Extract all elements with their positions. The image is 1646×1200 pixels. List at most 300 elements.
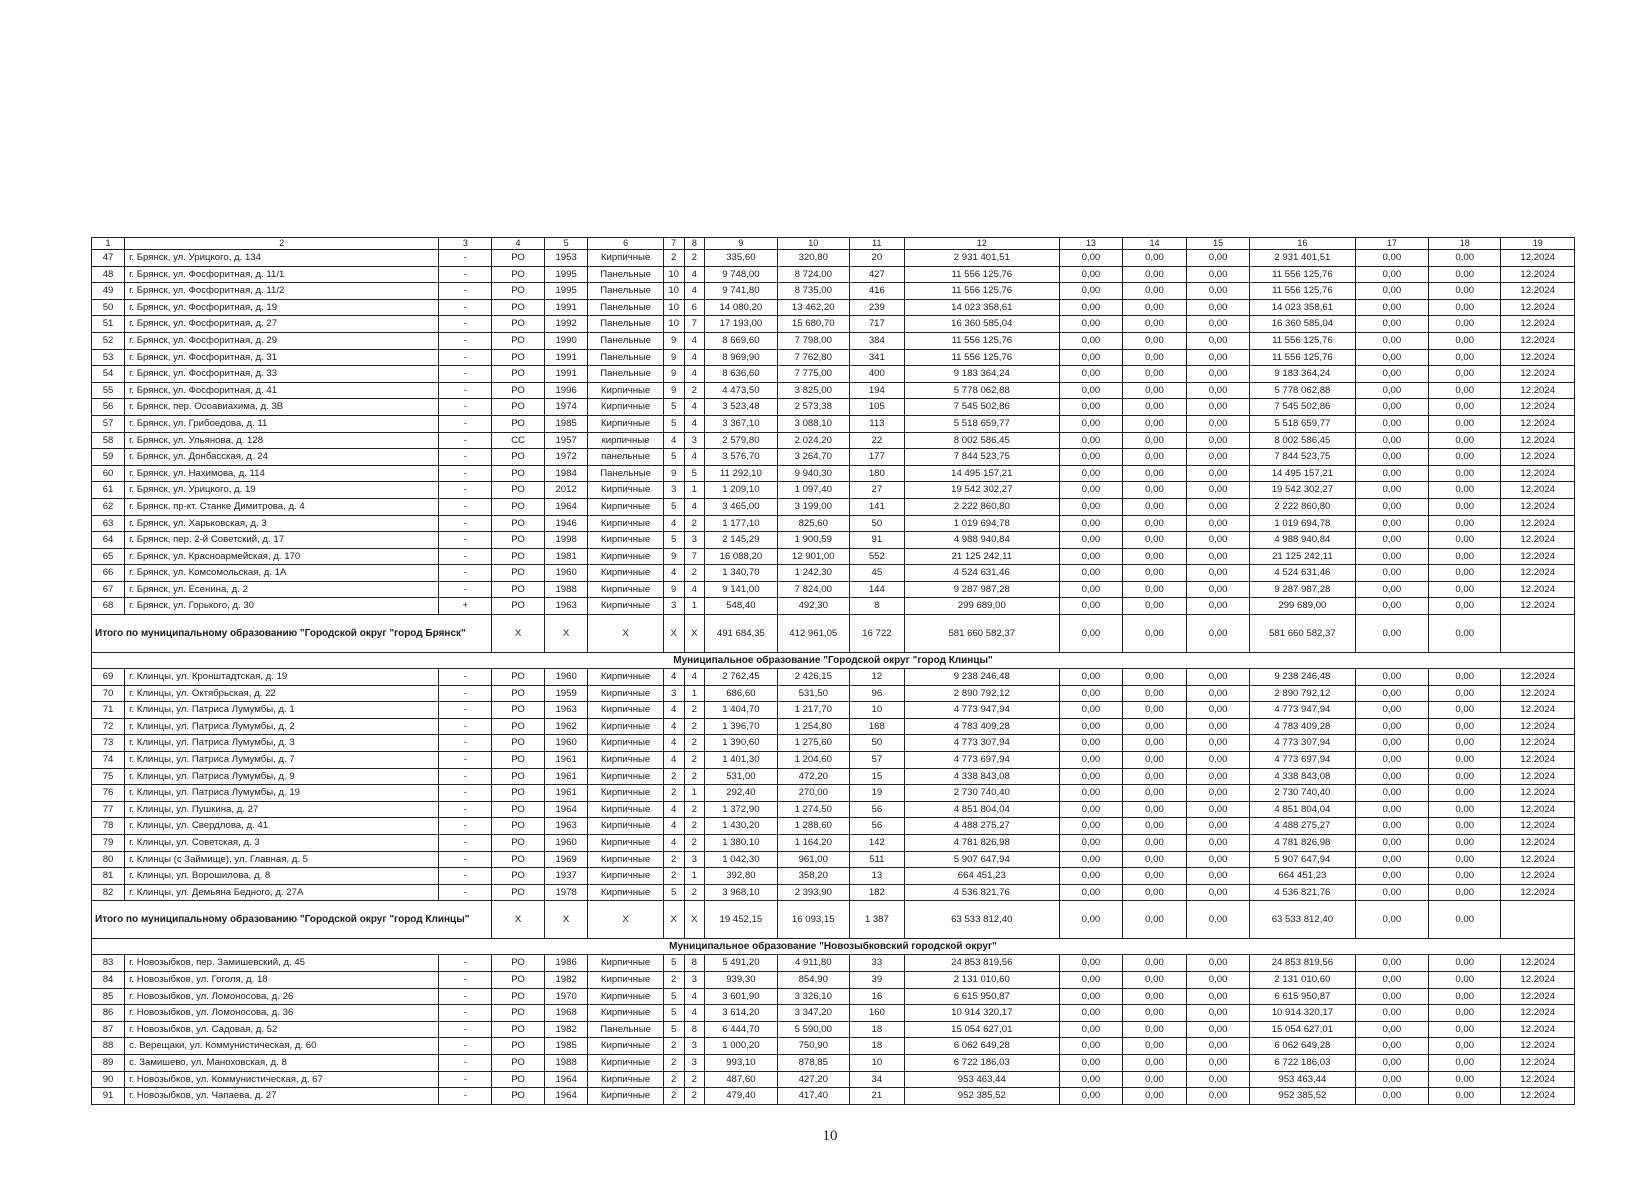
cell-c15: 0,00 [1187,565,1250,582]
row-number: 53 [92,349,125,366]
cell-year: 1996 [544,382,587,399]
cell-year: 1968 [544,1005,587,1022]
cell-year: 1985 [544,1038,587,1055]
cell-total-area: 548,40 [705,598,777,615]
cell-living-area: 878,85 [777,1054,849,1071]
cell-c17: 0,00 [1355,349,1428,366]
cell-residents: 552 [849,548,904,565]
cell-c16: 6 722 186,03 [1250,1054,1355,1071]
cell-residents: 141 [849,498,904,515]
cell-c18: 0,00 [1429,266,1501,283]
cell-entrances: 2 [684,250,705,267]
cell-entrances: 3 [684,1054,705,1071]
cell-c17: 0,00 [1355,1071,1428,1088]
total-cell-c10: 16 093,15 [777,901,849,939]
cell-c17: 0,00 [1355,1088,1428,1105]
table-row [92,299,1575,316]
cell-c3: - [439,1038,492,1055]
cell-c17: 0,00 [1355,532,1428,549]
cell-c18: 0,00 [1429,1021,1501,1038]
cell-floors: 9 [663,465,684,482]
cell-c4: РО [492,415,545,432]
cell-c15: 0,00 [1187,669,1250,686]
cell-c3: - [439,884,492,901]
total-cell-c17: 0,00 [1355,901,1428,939]
cell-c14: 0,00 [1122,669,1186,686]
cell-living-area: 531,50 [777,685,849,702]
cell-deadline: 12.2024 [1501,349,1575,366]
cell-deadline: 12.2024 [1501,884,1575,901]
address: г. Брянск, ул. Фосфоритная, д. 31 [125,349,439,366]
cell-entrances: 2 [684,565,705,582]
address: г. Брянск, ул. Донбасская, д. 24 [125,449,439,466]
cell-c4: РО [492,548,545,565]
address: г. Брянск, ул. Ульянова, д. 128 [125,432,439,449]
cell-residents: 56 [849,818,904,835]
cell-c3: - [439,382,492,399]
cell-c14: 0,00 [1122,801,1186,818]
cell-wall-material: Кирпичные [588,971,663,988]
section-heading-row [92,653,1575,669]
cell-c4: РО [492,685,545,702]
cell-wall-material: Кирпичные [588,835,663,852]
cell-c4: РО [492,735,545,752]
cell-c14: 0,00 [1122,718,1186,735]
column-number: 13 [1059,238,1122,250]
cell-c17: 0,00 [1355,818,1428,835]
cell-c13: 0,00 [1059,801,1122,818]
cell-entrances: 1 [684,482,705,499]
cell-living-area: 961,00 [777,851,849,868]
table-row [92,735,1575,752]
address: г. Брянск, ул. Урицкого, д. 19 [125,482,439,499]
cell-floors: 10 [663,283,684,300]
cell-c3: - [439,565,492,582]
cell-deadline: 12.2024 [1501,366,1575,383]
cell-deadline: 12.2024 [1501,299,1575,316]
cell-entrances: 8 [684,1021,705,1038]
cell-c3: - [439,581,492,598]
cell-year: 1992 [544,316,587,333]
cell-c14: 0,00 [1122,851,1186,868]
cell-c18: 0,00 [1429,349,1501,366]
cell-c17: 0,00 [1355,515,1428,532]
cell-wall-material: Кирпичные [588,801,663,818]
cell-c15: 0,00 [1187,465,1250,482]
cell-year: 1991 [544,299,587,316]
row-number: 59 [92,449,125,466]
cell-total-area: 17 193,00 [705,316,777,333]
row-number: 70 [92,685,125,702]
cell-entrances: 4 [684,283,705,300]
cell-c15: 0,00 [1187,432,1250,449]
cell-c18: 0,00 [1429,498,1501,515]
cell-c13: 0,00 [1059,299,1122,316]
row-number: 49 [92,283,125,300]
address: г. Брянск, ул. Фосфоритная, д. 11/2 [125,283,439,300]
cell-total-cost: 2 890 792,12 [904,685,1059,702]
cell-deadline: 12.2024 [1501,548,1575,565]
cell-c15: 0,00 [1187,332,1250,349]
column-number: 9 [705,238,777,250]
cell-entrances: 4 [684,669,705,686]
cell-c18: 0,00 [1429,785,1501,802]
cell-total-area: 8 969,90 [705,349,777,366]
cell-total-area: 993,10 [705,1054,777,1071]
cell-residents: 113 [849,415,904,432]
cell-floors: 5 [663,955,684,972]
cell-residents: 96 [849,685,904,702]
cell-entrances: 4 [684,988,705,1005]
cell-c16: 11 556 125,76 [1250,349,1355,366]
cell-living-area: 1 900,59 [777,532,849,549]
cell-c4: РО [492,702,545,719]
cell-c13: 0,00 [1059,1038,1122,1055]
cell-floors: 2 [663,971,684,988]
cell-c14: 0,00 [1122,532,1186,549]
cell-c3: - [439,299,492,316]
cell-c13: 0,00 [1059,669,1122,686]
cell-living-area: 13 462,20 [777,299,849,316]
cell-wall-material: Кирпичные [588,988,663,1005]
address: с. Верещаки, ул. Коммунистическая, д. 60 [125,1038,439,1055]
cell-c17: 0,00 [1355,801,1428,818]
cell-c3: - [439,768,492,785]
cell-deadline: 12.2024 [1501,1054,1575,1071]
cell-c15: 0,00 [1187,752,1250,769]
cell-year: 1998 [544,532,587,549]
column-number: 6 [588,238,663,250]
row-number: 57 [92,415,125,432]
cell-deadline: 12.2024 [1501,465,1575,482]
cell-deadline: 12.2024 [1501,718,1575,735]
cell-total-cost: 10 914 320,17 [904,1005,1059,1022]
cell-floors: 5 [663,449,684,466]
cell-total-cost: 19 542 302,27 [904,482,1059,499]
cell-c14: 0,00 [1122,316,1186,333]
column-number: 1 [92,238,125,250]
cell-c16: 4 783 409,28 [1250,718,1355,735]
cell-c16: 2 890 792,12 [1250,685,1355,702]
cell-entrances: 4 [684,349,705,366]
cell-total-cost: 11 556 125,76 [904,332,1059,349]
cell-c18: 0,00 [1429,299,1501,316]
cell-floors: 2 [663,868,684,885]
cell-floors: 10 [663,266,684,283]
table-row [92,702,1575,719]
cell-c3: - [439,1088,492,1105]
cell-total-cost: 6 062 649,28 [904,1038,1059,1055]
cell-residents: 180 [849,465,904,482]
cell-total-cost: 11 556 125,76 [904,266,1059,283]
cell-c13: 0,00 [1059,498,1122,515]
cell-total-area: 3 367,10 [705,415,777,432]
total-cell-c10: 412 961,05 [777,615,849,653]
cell-total-cost: 2 931 401,51 [904,250,1059,267]
cell-c3: - [439,1021,492,1038]
cell-c3: - [439,266,492,283]
cell-c15: 0,00 [1187,1021,1250,1038]
capital-repair-register-table [91,237,1575,1105]
table-row [92,366,1575,383]
cell-c16: 1 019 694,78 [1250,515,1355,532]
row-number: 66 [92,565,125,582]
cell-deadline: 12.2024 [1501,768,1575,785]
cell-c13: 0,00 [1059,349,1122,366]
column-number: 2 [125,238,439,250]
row-number: 72 [92,718,125,735]
cell-c13: 0,00 [1059,316,1122,333]
cell-c3: - [439,366,492,383]
cell-living-area: 3 326,10 [777,988,849,1005]
cell-c3: - [439,532,492,549]
cell-c13: 0,00 [1059,735,1122,752]
cell-c15: 0,00 [1187,1088,1250,1105]
cell-c15: 0,00 [1187,884,1250,901]
cell-deadline: 12.2024 [1501,316,1575,333]
cell-total-cost: 6 722 186,03 [904,1054,1059,1071]
cell-wall-material: Кирпичные [588,1071,663,1088]
cell-residents: 21 [849,1088,904,1105]
cell-c4: РО [492,532,545,549]
cell-total-cost: 4 773 307,94 [904,735,1059,752]
cell-total-area: 11 292,10 [705,465,777,482]
cell-c14: 0,00 [1122,735,1186,752]
total-cell-c5: X [544,615,587,653]
cell-floors: 10 [663,299,684,316]
cell-total-area: 5 491,20 [705,955,777,972]
cell-c16: 4 524 631,46 [1250,565,1355,582]
cell-c13: 0,00 [1059,515,1122,532]
table-row [92,884,1575,901]
cell-c18: 0,00 [1429,548,1501,565]
cell-c4: РО [492,515,545,532]
cell-total-area: 14 080,20 [705,299,777,316]
cell-floors: 2 [663,785,684,802]
cell-total-cost: 4 783 409,28 [904,718,1059,735]
cell-total-area: 1 000,20 [705,1038,777,1055]
cell-entrances: 2 [684,702,705,719]
total-cell-c7: X [663,901,684,939]
cell-c15: 0,00 [1187,581,1250,598]
cell-floors: 4 [663,702,684,719]
cell-total-area: 939,30 [705,971,777,988]
cell-residents: 13 [849,868,904,885]
cell-living-area: 750,90 [777,1038,849,1055]
cell-residents: 105 [849,399,904,416]
cell-c18: 0,00 [1429,1088,1501,1105]
cell-wall-material: кирпичные [588,432,663,449]
address: г. Клинцы, ул. Патриса Лумумбы, д. 1 [125,702,439,719]
cell-c17: 0,00 [1355,1005,1428,1022]
cell-total-area: 1 372,90 [705,801,777,818]
cell-c4: РО [492,299,545,316]
cell-residents: 57 [849,752,904,769]
cell-c3: - [439,1054,492,1071]
row-number: 90 [92,1071,125,1088]
cell-wall-material: Кирпичные [588,685,663,702]
table-row [92,415,1575,432]
cell-total-area: 4 473,50 [705,382,777,399]
cell-c3: - [439,702,492,719]
cell-living-area: 2 393,90 [777,884,849,901]
cell-wall-material: Кирпичные [588,598,663,615]
cell-year: 1974 [544,399,587,416]
cell-c13: 0,00 [1059,868,1122,885]
cell-total-area: 392,80 [705,868,777,885]
table-row [92,250,1575,267]
cell-floors: 4 [663,432,684,449]
cell-c14: 0,00 [1122,465,1186,482]
cell-c17: 0,00 [1355,548,1428,565]
page-number: 10 [822,1128,838,1144]
table-row [92,801,1575,818]
cell-entrances: 4 [684,449,705,466]
cell-year: 1961 [544,785,587,802]
cell-c17: 0,00 [1355,399,1428,416]
cell-c17: 0,00 [1355,884,1428,901]
cell-wall-material: Кирпичные [588,735,663,752]
cell-residents: 56 [849,801,904,818]
cell-year: 1984 [544,465,587,482]
column-number: 11 [849,238,904,250]
cell-c14: 0,00 [1122,366,1186,383]
cell-c16: 11 556 125,76 [1250,266,1355,283]
cell-c13: 0,00 [1059,785,1122,802]
cell-c18: 0,00 [1429,818,1501,835]
cell-c3: - [439,515,492,532]
cell-living-area: 3 347,20 [777,1005,849,1022]
cell-entrances: 7 [684,316,705,333]
row-number: 74 [92,752,125,769]
cell-total-area: 686,60 [705,685,777,702]
cell-c3: - [439,1005,492,1022]
cell-c13: 0,00 [1059,432,1122,449]
cell-residents: 239 [849,299,904,316]
cell-total-cost: 2 131 010,60 [904,971,1059,988]
cell-c3: - [439,498,492,515]
cell-wall-material: Панельные [588,299,663,316]
table-row [92,465,1575,482]
cell-c14: 0,00 [1122,498,1186,515]
table-row [92,785,1575,802]
cell-entrances: 2 [684,1071,705,1088]
cell-c13: 0,00 [1059,1021,1122,1038]
cell-c18: 0,00 [1429,988,1501,1005]
table-row [92,669,1575,686]
cell-total-cost: 11 556 125,76 [904,283,1059,300]
cell-living-area: 427,20 [777,1071,849,1088]
cell-deadline: 12.2024 [1501,988,1575,1005]
cell-total-area: 2 145,29 [705,532,777,549]
cell-wall-material: Кирпичные [588,884,663,901]
cell-wall-material: Кирпичные [588,669,663,686]
cell-deadline: 12.2024 [1501,801,1575,818]
cell-wall-material: Панельные [588,316,663,333]
cell-residents: 717 [849,316,904,333]
cell-c18: 0,00 [1429,851,1501,868]
cell-c17: 0,00 [1355,685,1428,702]
cell-wall-material: Панельные [588,1021,663,1038]
cell-c13: 0,00 [1059,548,1122,565]
cell-c14: 0,00 [1122,971,1186,988]
cell-year: 1946 [544,515,587,532]
cell-total-cost: 7 545 502,86 [904,399,1059,416]
cell-total-cost: 5 907 647,94 [904,851,1059,868]
total-cell-c12: 581 660 582,37 [904,615,1059,653]
cell-c16: 952 385,52 [1250,1088,1355,1105]
cell-c17: 0,00 [1355,432,1428,449]
cell-living-area: 1 097,40 [777,482,849,499]
cell-c15: 0,00 [1187,283,1250,300]
cell-floors: 2 [663,851,684,868]
cell-c16: 11 556 125,76 [1250,332,1355,349]
column-number: 12 [904,238,1059,250]
cell-c17: 0,00 [1355,598,1428,615]
cell-deadline: 12.2024 [1501,818,1575,835]
cell-c17: 0,00 [1355,266,1428,283]
cell-wall-material: Кирпичные [588,1038,663,1055]
cell-c4: РО [492,482,545,499]
cell-year: 1981 [544,548,587,565]
table-row [92,498,1575,515]
cell-c15: 0,00 [1187,598,1250,615]
cell-c15: 0,00 [1187,515,1250,532]
cell-c18: 0,00 [1429,465,1501,482]
cell-total-area: 479,40 [705,1088,777,1105]
total-cell-c19 [1501,901,1575,939]
address: г. Новозыбков, пер. Замишевский, д. 45 [125,955,439,972]
cell-c4: РО [492,1054,545,1071]
cell-c18: 0,00 [1429,382,1501,399]
cell-residents: 177 [849,449,904,466]
column-number: 10 [777,238,849,250]
cell-c15: 0,00 [1187,399,1250,416]
cell-c4: РО [492,283,545,300]
cell-residents: 416 [849,283,904,300]
cell-year: 1961 [544,768,587,785]
cell-c15: 0,00 [1187,316,1250,333]
cell-c15: 0,00 [1187,382,1250,399]
cell-wall-material: Кирпичные [588,532,663,549]
cell-total-cost: 21 125 242,11 [904,548,1059,565]
cell-c15: 0,00 [1187,250,1250,267]
cell-year: 1990 [544,332,587,349]
row-number: 78 [92,818,125,835]
cell-wall-material: Кирпичные [588,382,663,399]
cell-c18: 0,00 [1429,718,1501,735]
cell-c18: 0,00 [1429,515,1501,532]
cell-c17: 0,00 [1355,768,1428,785]
cell-year: 1995 [544,266,587,283]
cell-total-cost: 14 495 157,21 [904,465,1059,482]
cell-floors: 9 [663,581,684,598]
table-row [92,1038,1575,1055]
address: г. Клинцы, ул. Советская, д. 3 [125,835,439,852]
row-number: 80 [92,851,125,868]
cell-c16: 4 488 275,27 [1250,818,1355,835]
cell-c17: 0,00 [1355,851,1428,868]
cell-wall-material: Кирпичные [588,785,663,802]
cell-residents: 12 [849,669,904,686]
cell-residents: 400 [849,366,904,383]
cell-deadline: 12.2024 [1501,1038,1575,1055]
total-cell-c4: X [492,615,545,653]
cell-c3: - [439,971,492,988]
total-cell-c15: 0,00 [1187,615,1250,653]
row-number: 50 [92,299,125,316]
cell-c3: - [439,399,492,416]
